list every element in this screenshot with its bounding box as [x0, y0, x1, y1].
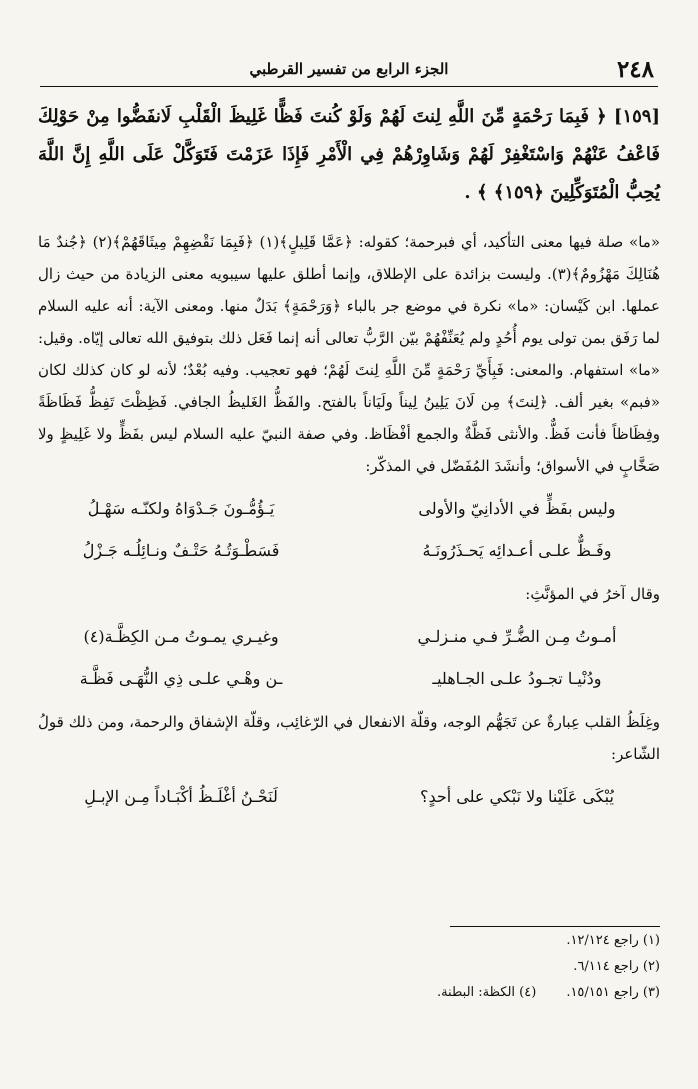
verse-second-hemistich: ـن وهْـي علـى ذِي النُّهَـى فَظَّـة — [79, 669, 283, 688]
footnote-row — [340, 928, 660, 954]
poem-intro: وقال آخرُ في المؤنَّثِ: — [525, 585, 660, 603]
footnote: (٤) الكظة: البطنة. — [436, 985, 537, 1000]
verse-second-hemistich: وغيـري يمـوتُ مـن الكِظَّـة(٤) — [83, 627, 279, 646]
verse-row — [38, 488, 660, 530]
footnote-row — [340, 954, 660, 980]
footnote-divider — [450, 926, 660, 927]
footnotes — [340, 928, 660, 1006]
page-header — [40, 56, 658, 87]
commentary-paragraph — [38, 226, 660, 482]
commentary-text: «ما» صلة فيها معنى التأكيد، أي فبرحمة؛ كقوله: ﴿عَمَّا قَلِيلٍ﴾(١) ﴿فَبِمَا نَقْضِهِمْ مِيثَاقَهُمْ﴾(٢) ﴿جُندٌ مَا هُنَالِكَ مَهْزُومٌ﴾(٣). وليست بزائدة على الإطلاق، وإنما أطلق عليها سيبويه معنى الزيادة من حيث زال عملها. ابن كَيْسان: «ما» نكرة في موضع جر بالباء ﴿وَرَحْمَةٍ﴾ بَدَلٌ منها. ومعنى الآية: أنه عليه السلام لما رَفَق بمن تولى يوم أُحُدٍ ولم يُعَنِّفْهُمْ بيّن الرَّبُّ تعالى أنه إنما فَعَل ذلك بتوفيق الله تعالى إيّاه. وقيل: «ما» استفهام. والمعنى: فَبِأَيِّ رَحْمَةٍ مِّنَ اللَّهِ لِنتَ لَهُمْ؛ فهو تعجيب. وفيه بُعْدٌ؛ لأنه لو كان كذلك لكان «فبم» بغير ألف. ﴿لِنتَ﴾ مِن لَانَ يَلِينُ لِيناً ولَيَاناً بالفتح. والفَظُّ الغَليظُ الجافي. فَظِظْتَ تَفِظُّ فَظَاظَةً وفِظَاظاً فأنت فَظٌّ. والأنثى فَظَّةٌ والجمع أفْظَاظ. وفي صفة النبيّ عليه السلام ليس بفَظٍّ ولا غَلِيظٍ ولا صَخَّابٍ في الأسواق؛ وأنشَدَ المُفَضّل في المذكّر: — [38, 233, 660, 475]
footnote: (٢) راجع ٦/١١٤. — [573, 959, 660, 974]
verse-second-hemistich: لَنَحْـنُ أغْلَـظُ أكْبَـاداً مِـن الإبـلِ — [84, 787, 278, 806]
poem-harshness — [38, 776, 660, 818]
footnote: (٣) راجع ١٥/١٥١. — [566, 985, 660, 1000]
running-title: الجزء الرابع من تفسير القرطبي — [249, 60, 449, 78]
page-number: ٢٤٨ — [616, 56, 654, 83]
verse-row — [38, 658, 660, 700]
verse-second-hemistich: يَـؤُمُّـونَ جَـدْوَاهُ ولكنّـه سَهْـلُ — [87, 499, 275, 518]
verse-first-hemistich: أمـوتُ مِـن الضُّـرِّ فـي منـزلـي — [417, 627, 617, 646]
verse-row — [38, 776, 660, 818]
verse-first-hemistich: وفَـظٌّ علـى أعـدائِه يَحـذَرُونَـهُ — [422, 541, 612, 560]
page-body — [38, 98, 660, 824]
verse-first-hemistich: وليس بفَظٍّ في الأدانِيّ والأولى — [418, 499, 616, 518]
poem-feminine — [38, 616, 660, 700]
commentary-paragraph-2: وغِلَظُ القلب عِبارةٌ عن تَجَهُّم الوجه، وقلّة الانفعال في الرّغائِب، وقلّة الإشفاق والرحمة، ومن ذلك قولُ الشّاعر: — [38, 713, 660, 763]
footnote-row — [340, 980, 660, 1006]
verse-second-hemistich: فَسَطْـوَتُـهُ حَتْـفٌ ونـائِلُـه جَـزْلُ — [82, 541, 280, 560]
verse-row — [38, 530, 660, 572]
verse-first-hemistich: يُبْكَى عَلَيْنا ولا نَبْكي على أحدٍ؟ — [419, 787, 614, 806]
verse-first-hemistich: ودُنْيـا تجـودُ علـى الجـاهليـ — [432, 669, 602, 688]
quran-verse-block: [١٥٩] ﴿ فَبِمَا رَحْمَةٍ مِّنَ اللَّهِ لِنتَ لَهُمْ وَلَوْ كُنتَ فَظًّا غَلِيظَ الْقَلْبِ لَانفَضُّوا مِنْ حَوْلِكَ فَاعْفُ عَنْهُمْ وَاسْتَغْفِرْ لَهُمْ وَشَاوِرْهُمْ فِي الْأَمْرِ فَإِذَا عَزَمْتَ فَتَوَكَّلْ عَلَى اللَّهِ إِنَّ اللَّهَ يُحِبُّ الْمُتَوَكِّلِينَ ﴿١٥٩﴾ ﴾ . — [38, 106, 660, 203]
verse-row — [38, 616, 660, 658]
poem-masculine — [38, 488, 660, 572]
footnote: (١) راجع ١٢/١٢٤. — [566, 933, 660, 948]
